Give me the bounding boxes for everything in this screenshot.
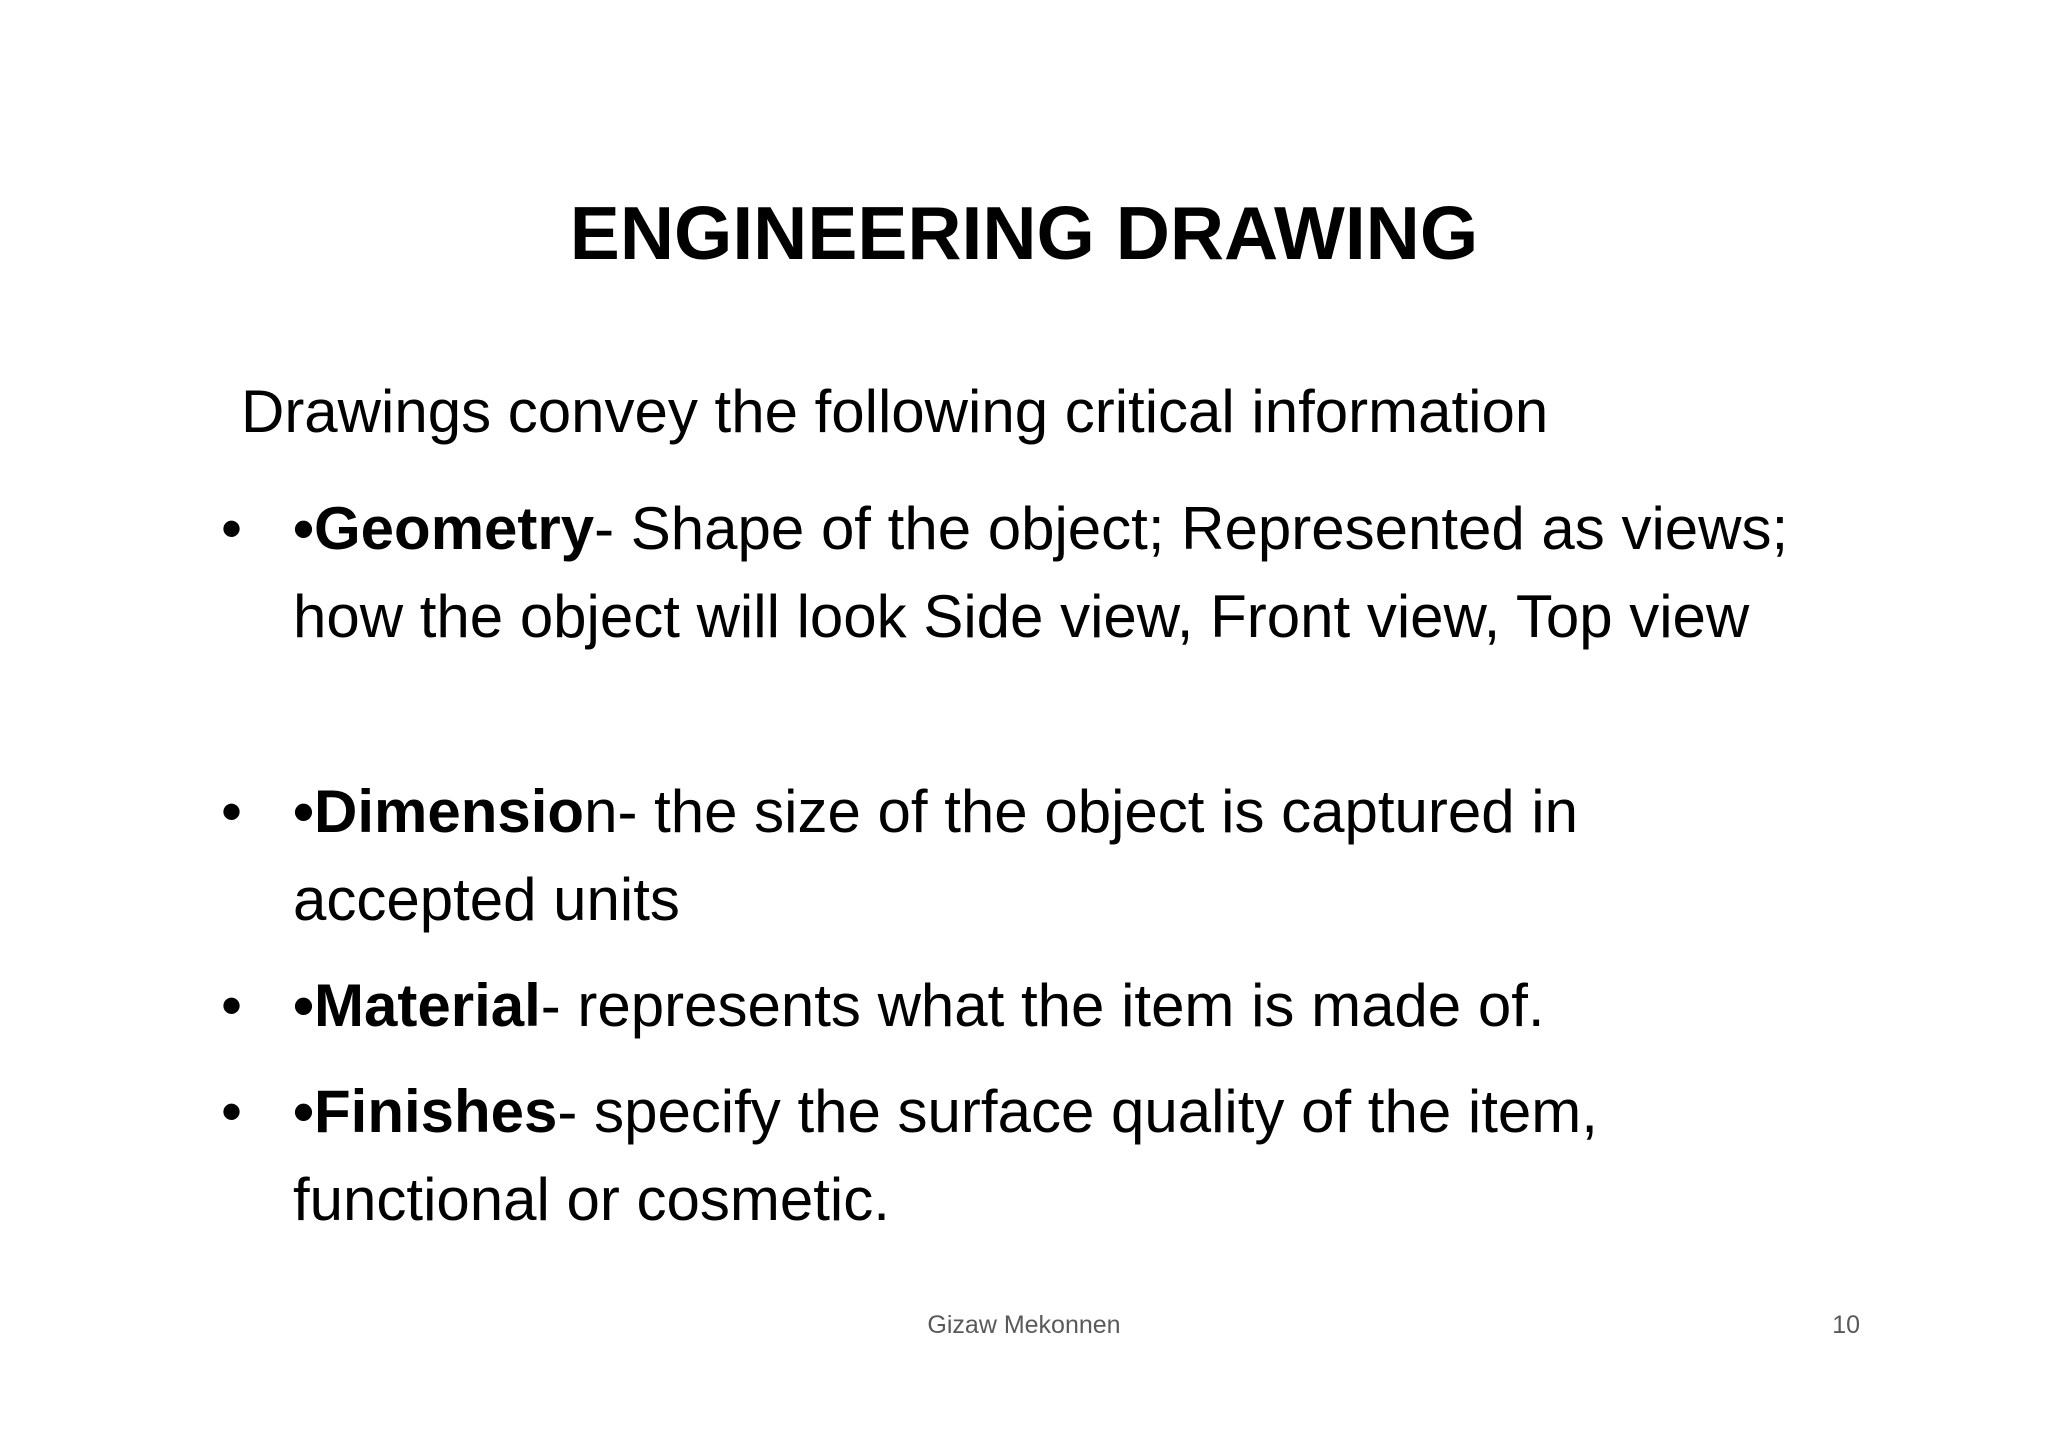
bullet-text: - specify the surface quality of the item, functional or cosmetic.	[293, 1078, 1598, 1233]
bullet-term: Finishes	[314, 1078, 558, 1145]
bullet-prefix: •	[293, 972, 315, 1039]
bullet-term: Material	[314, 972, 541, 1039]
bullet-marker: •	[221, 778, 243, 845]
footer-author: Gizaw Mekonnen	[927, 1311, 1121, 1339]
bullet-prefix: •	[293, 495, 315, 562]
page-number: 10	[1832, 1311, 1860, 1339]
bullet-marker: •	[221, 972, 243, 1039]
bullet-item-material	[221, 962, 1793, 1050]
bullet-term: Dimensio	[314, 778, 585, 845]
intro-text: Drawings convey the following critical information	[241, 378, 1549, 445]
bullet-term: Geometry	[314, 495, 595, 562]
bullet-item-finishes	[221, 1068, 1793, 1244]
bullet-marker: •	[221, 495, 243, 562]
bullet-text: - represents what the item is made of.	[540, 972, 1545, 1039]
bullet-item-dimension	[221, 768, 1793, 944]
bullet-item-geometry	[221, 485, 1793, 661]
bullet-marker: •	[221, 1078, 243, 1145]
slide-title: ENGINEERING DRAWING	[569, 191, 1479, 275]
bullet-prefix: •	[293, 1078, 315, 1145]
bullet-text: n- the size of the object is captured in accepted units	[293, 778, 1578, 933]
bullet-text: - Shape of the object; Represented as views; how the object will look Side view, Front view, Top view	[293, 495, 1789, 650]
bullet-prefix: •	[293, 778, 315, 845]
